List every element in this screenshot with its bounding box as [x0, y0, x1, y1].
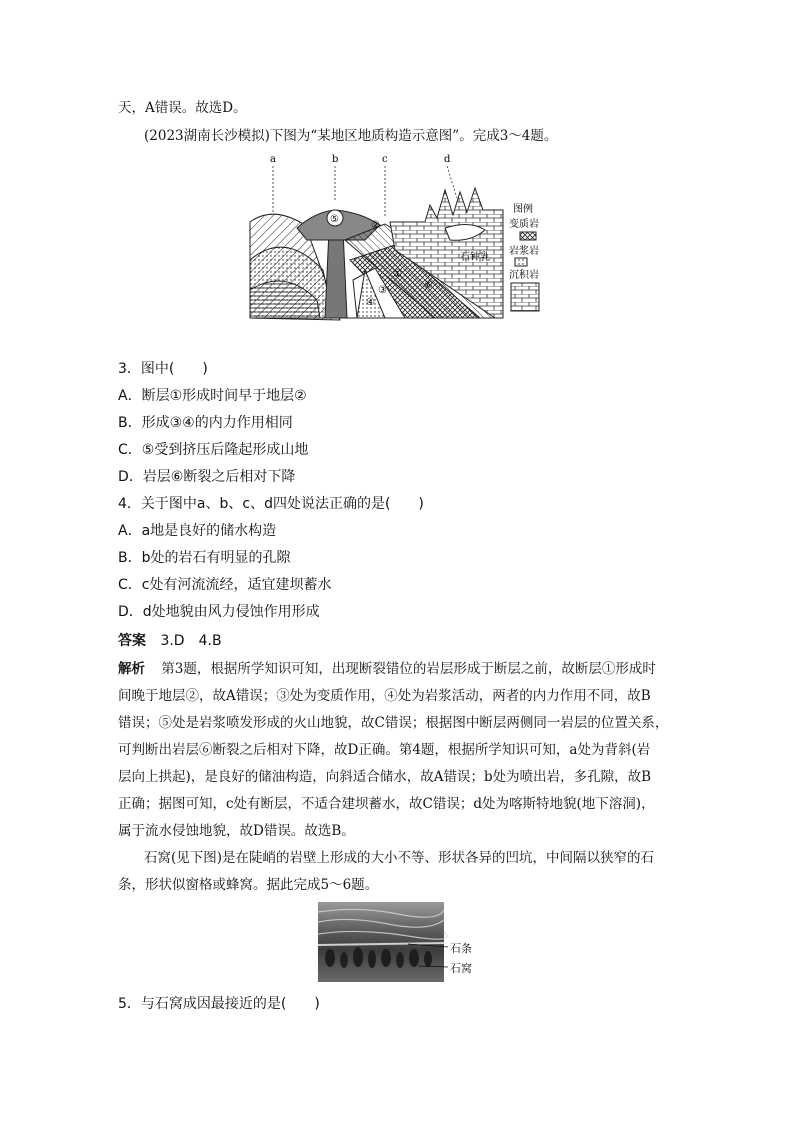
intro-tail: 天，A错误。故选D。 — [118, 100, 247, 116]
answer-value: 3.D 4.B — [160, 633, 222, 649]
label-5: ⑤ — [330, 214, 339, 225]
q3-option-c: C．⑤受到挤压后隆起形成山地 — [118, 442, 309, 458]
analysis-text-1: 第3题，根据所学知识可知，出现断裂错位的岩层形成于断层之前，故断层①形成时 — [161, 661, 656, 677]
label-1: ① — [393, 269, 402, 280]
label-c: c — [382, 154, 388, 165]
legend-metamorphic-swatch — [520, 232, 536, 240]
label-6: ⑥ — [424, 280, 433, 291]
analysis-label: 解析 — [118, 661, 145, 677]
q4-option-b: B．b处的岩石有明显的孔隙 — [118, 550, 291, 566]
analysis-text-4: 可判断出岩层⑥断裂之后相对下降，故D正确。第4题，根据所学知识可知，a处为背斜(岩 — [118, 742, 651, 758]
answer-label: 答案 — [118, 633, 146, 649]
analysis-text-2: 间晚于地层②，故A错误；③处为变质作用，④处为岩浆活动，两者的内力作用不同，故B — [118, 688, 651, 704]
answer-line — [118, 630, 222, 650]
q4-option-d: D．d处地貌由风力侵蚀作用形成 — [118, 604, 320, 620]
q3-option-a: A．断层①形成时间早于地层② — [118, 388, 307, 404]
q56-intro-1: 石窝(见下图)是在陡峭的岩壁上形成的大小不等、形状各异的凹坑，中间隔以狭窄的石 — [144, 850, 655, 866]
label-stalactite: 石钟乳 — [460, 252, 490, 263]
label-stone-strip: 石条 — [450, 942, 472, 955]
q3-option-b: B．形成③④的内力作用相同 — [118, 415, 293, 431]
analysis-text-7: 属于流水侵蚀地貌，故D错误。故选B。 — [118, 823, 355, 839]
label-b: b — [332, 154, 339, 165]
label-a: a — [270, 154, 276, 165]
q4-option-c: C．c处有河流流经，适宜建坝蓄水 — [118, 577, 332, 593]
q3-option-d: D．岩层⑥断裂之后相对下降 — [118, 469, 296, 485]
analysis-line-1 — [118, 657, 656, 677]
analysis-text-6: 正确；据图可知，c处有断层，不适合建坝蓄水，故C错误；d处为喀斯特地貌(地下溶洞)， — [118, 796, 655, 812]
legend-igneous-swatch — [515, 258, 527, 266]
legend-metamorphic: 变质岩 — [509, 219, 539, 230]
legend-sedimentary-swatch — [511, 283, 539, 311]
label-4: ④ — [366, 297, 375, 308]
q4-option-a: A．a地是良好的储水构造 — [118, 523, 277, 539]
q4-stem: 4．关于图中a、b、c、d四处说法正确的是( ) — [118, 496, 424, 512]
label-stone-pit: 石窝 — [450, 962, 472, 975]
legend-title: 图例 — [513, 204, 533, 215]
geology-diagram — [245, 150, 555, 322]
label-3: ③ — [378, 285, 387, 296]
analysis-text-5: 层向上拱起)，是良好的储油构造，向斜适合储水，故A错误；b处为喷出岩，多孔隙，故B — [118, 769, 652, 785]
q5-stem: 5．与石窝成因最接近的是( ) — [118, 996, 320, 1012]
legend-sedimentary: 沉积岩 — [509, 270, 539, 281]
honeycomb-weathering-photo — [318, 902, 482, 982]
label-2: ② — [371, 220, 380, 231]
legend-igneous: 岩浆岩 — [509, 246, 539, 257]
q56-intro-2: 条，形状似窗格或蜂窝。据此完成5～6题。 — [118, 877, 379, 893]
label-d: d — [444, 154, 451, 165]
analysis-text-3: 错误；⑤处是岩浆喷发形成的火山地貌，故C错误；根据图中断层两侧同一岩层的位置关系， — [118, 715, 669, 731]
q3-stem: 3．图中( ) — [118, 361, 208, 377]
question-group-stem: (2023湖南长沙模拟)下图为“某地区地质构造示意图”。完成3～4题。 — [144, 128, 558, 144]
